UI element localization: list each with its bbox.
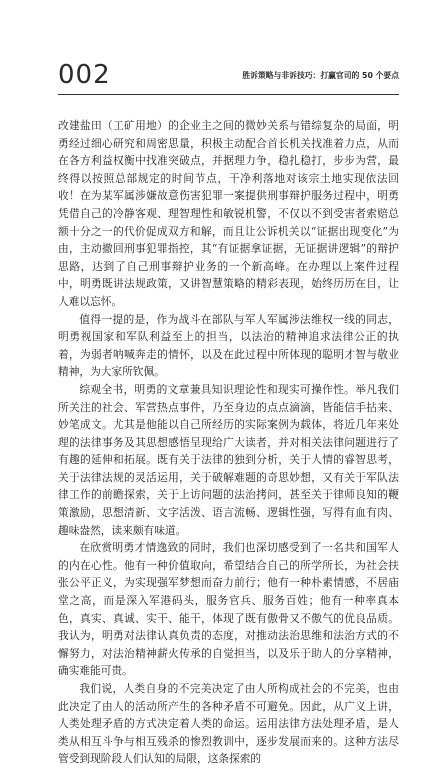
paragraph: 改建盐田（工矿用地）的企业主之间的微妙关系与错综复杂的局面，明勇经过细心研究和周密思量，积极主动配合首长机关找准着力点，从而在各方利益权衡中找准突破点，并据理力争，稳扎稳打，步步为营，最终得以按照总部规定的时间节点，干净利落地对该宗土地实现依法回收！在为某军属涉嫌故意伤害犯罪一案提供刑事辩护服务过程中，明勇凭借自己的冷静客观、理智理性和敏锐机警，不仅以不到受害者索赔总额十分之一的代价促成双方和解，而且让公诉机关以“证据出现变化”为由，主动撤回刑事犯罪指控，其“有证据拿证据，无证据讲逻辑”的辩护思路，达到了自己刑事辩护业务的一个新高峰。在办理以上案件过程中，明勇既讲法规政策，又讲智慧策略的精彩表现，始终历历在目，让人难以忘怀。 [58, 119, 399, 308]
paragraph: 值得一提的是，作为战斗在部队与军人军属涉法维权一线的同志，明勇视国家和军队利益至上的担当，以法治的精神追求法律公正的执着，为弱者呐喊奔走的情怀，以及在此过程中所体现的聪明才智与敬业精神，为大家所钦佩。 [58, 312, 399, 379]
paragraph: 在欣赏明勇才情逸致的同时，我们也深切感受到了一名共和国军人的内在心性。他有一种价值取向，希望结合自己的所学所长，为社会扶张公平正义，为实现强军梦想而奋力前行；他有一种朴素情感，不居庙堂之高，而是深入军港码头，服务官兵、服务百姓；他有一种率真本色，真实、真诚、实干、能干，体现了既有傲骨又不傲气的优良品质。我认为，明勇对法律认真负责的态度，对推动法治思维和法治方式的不懈努力，对法治精神薪火传承的自觉担当，以及乐于助人的分享精神，确实难能可贵。 [58, 541, 399, 678]
paragraph: 综观全书，明勇的文章兼具知识理论性和现实可操作性。举凡我们所关注的社会、军营热点事件，乃至身边的点点滴滴，皆能信手拈来、妙笔成文。尤其是他能以自己所经历的实际案例为载体，将近几年来处理的法律事务及其思想感悟呈现给广大读者，并对相关法律问题进行了有趣的延伸和拓展。既有关于法律的独到分析，关于人情的睿智思考，关于法律法规的灵活运用，关于破解难题的奇思妙想，又有关于军队法律工作的前瞻探索，关于上访问题的法治拷问，甚至关于律师良知的鞭策激励，思想清新、文字活泼、语言流畅、逻辑性强，写得有血有肉、趣味盎然，读来颇有味道。 [58, 382, 399, 537]
body-text [58, 117, 399, 768]
running-head: 胜诉策略与非诉技巧：打赢官司的 50 个要点 [242, 71, 399, 80]
header-rule [58, 94, 399, 95]
page-number: 002 [58, 60, 111, 90]
paragraph: 我们说，人类自身的不完美决定了由人所构成社会的不完美，也由此决定了由人的活动所产生的各种矛盾不可避免。因此，从广义上讲，人类处理矛盾的方式决定着人类的命运。运用法律方法处理矛盾，是人类从相互斗争与相互残杀的惨烈教训中，逐步发展而来的。这种方法尽管受到现阶段人们认知的局限，这条探索的 [58, 682, 399, 766]
